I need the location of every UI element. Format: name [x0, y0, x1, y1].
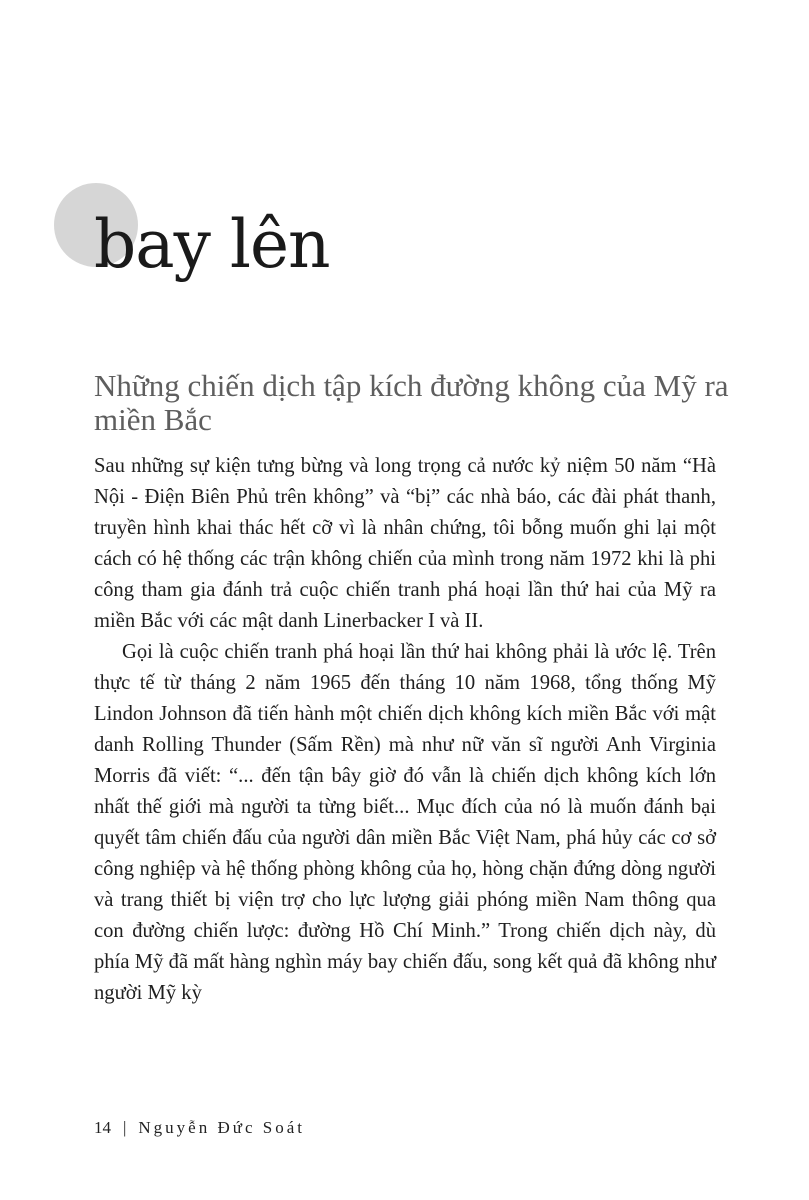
paragraph-1: Sau những sự kiện tưng bừng và long trọng cả nước kỷ niệm 50 năm “Hà Nội - Điện Biên Phủ trên không” và “bị” các nhà báo, các đài phát thanh, truyền hình khai thác hết cỡ vì là nhân chứng, tôi bỗng muốn ghi lại một cách có hệ thống các trận không chiến của mình trong năm 1972 khi là phi công tham gia đánh trả cuộc chiến tranh phá hoại lần thứ hai của Mỹ ra miền Bắc với các mật danh Linerbacker I và II. — [94, 455, 716, 632]
section-heading: Những chiến dịch tập kích đường không của Mỹ ra miền Bắc — [94, 368, 729, 437]
page-footer — [94, 1116, 305, 1140]
author-name: Nguyễn Đức Soát — [138, 1118, 305, 1137]
paragraph-2: Gọi là cuộc chiến tranh phá hoại lần thứ hai không phải là ước lệ. Trên thực tế từ tháng 2 năm 1965 đến tháng 10 năm 1968, tổng thống Mỹ Lindon Johnson đã tiến hành một chiến dịch không kích miền Bắc với mật danh Rolling Thunder (Sấm Rền) mà như nữ văn sĩ người Anh Virginia Morris đã viết: “... đến tận bây giờ đó vẫn là chiến dịch không kích lớn nhất thế giới mà người ta từng biết... Mục đích của nó là muốn đánh bại quyết tâm chiến đấu của người dân miền Bắc Việt Nam, phá hủy các cơ sở công nghiệp và hệ thống phòng không của họ, hòng chặn đứng dòng người và trang thiết bị viện trợ cho lực lượng giải phóng miền Nam thông qua con đường chiến lược: đường Hồ Chí Minh.” Trong chiến dịch này, dù phía Mỹ đã mất hàng nghìn máy bay chiến đấu, song kết quả đã không như người Mỹ kỳ — [94, 641, 716, 1004]
chapter-title: bay lên — [94, 206, 330, 283]
page-number: 14 — [94, 1118, 111, 1137]
footer-separator: | — [123, 1118, 127, 1137]
body-text — [94, 451, 716, 1009]
